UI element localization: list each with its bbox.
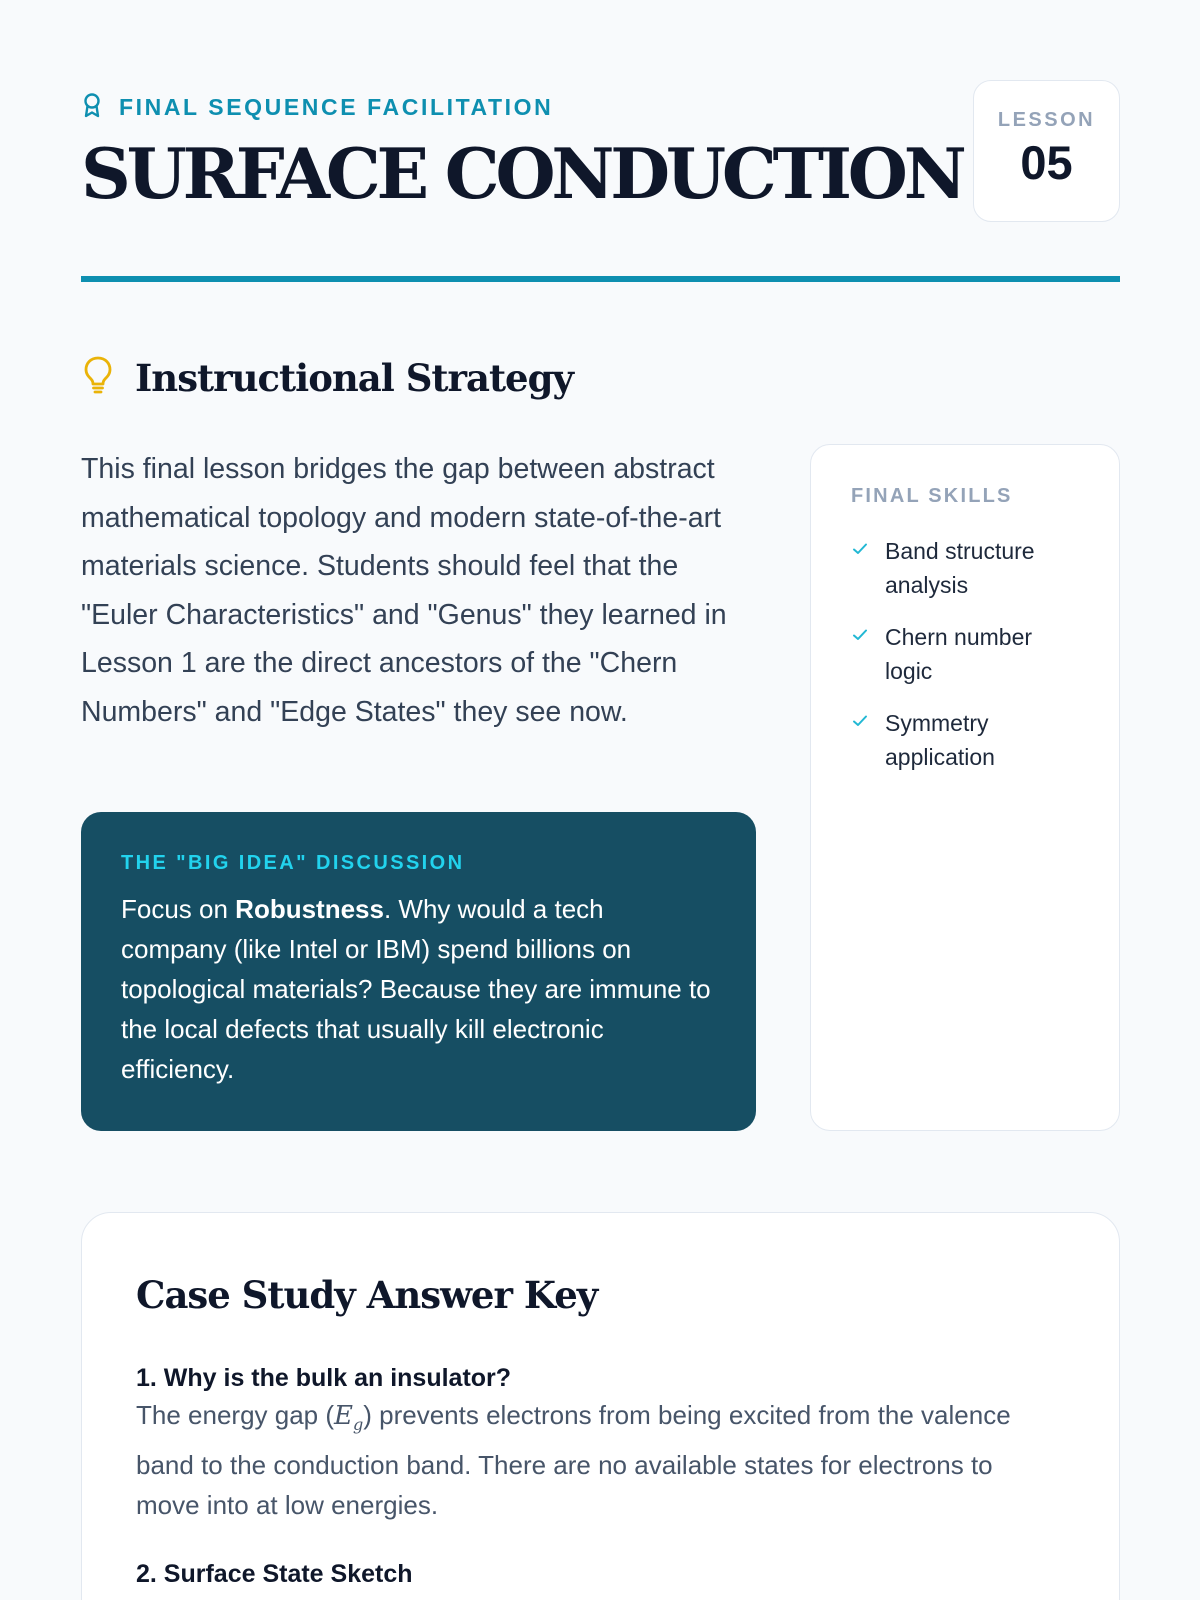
list-item	[851, 706, 1079, 774]
list-item	[851, 534, 1079, 602]
lightbulb-icon	[81, 355, 115, 400]
lesson-header	[81, 80, 1120, 280]
strategy-title: Instructional Strategy	[135, 355, 573, 400]
skill-list	[851, 534, 1079, 774]
case-study-title: Case Study Answer Key	[136, 1273, 598, 1317]
big-idea-label: THE "BIG IDEA" DISCUSSION	[121, 852, 465, 874]
big-idea-body	[121, 889, 716, 1089]
question-answer	[136, 1395, 1036, 1525]
big-idea-emphasis: Robustness	[235, 894, 384, 924]
big-idea-intro: Focus on	[121, 894, 236, 924]
answer-text-start: The energy gap (	[136, 1400, 335, 1430]
award-icon	[81, 92, 103, 123]
big-idea-rest: . Why would a tech company (like Intel or IBM) spend billions on topological materials? Because they are immune to the local defects that usually kill electronic efficiency.	[121, 894, 711, 1084]
question-title: 1. Why is the bulk an insulator?	[136, 1364, 512, 1392]
skill-label: Chern number logic	[885, 624, 1033, 684]
check-icon	[851, 534, 869, 563]
question-item	[136, 1557, 1065, 1591]
eyebrow	[81, 92, 553, 123]
check-icon	[851, 620, 869, 649]
eyebrow-text: FINAL SEQUENCE FACILITATION	[119, 94, 554, 120]
check-icon	[851, 706, 869, 735]
lesson-number: 05	[1020, 136, 1073, 189]
page-title: SURFACE CONDUCTION	[81, 134, 963, 215]
question-item	[136, 1361, 1065, 1525]
case-study-card	[81, 1212, 1120, 1600]
lesson-badge	[973, 80, 1120, 222]
header-divider	[81, 276, 1120, 282]
final-skills-label: FINAL SKILLS	[851, 485, 1013, 507]
skill-label: Symmetry application	[885, 710, 995, 770]
strategy-heading	[81, 355, 573, 400]
page	[81, 0, 1120, 1600]
big-idea-callout	[81, 812, 756, 1131]
final-skills-card	[810, 444, 1120, 1131]
list-item	[851, 620, 1079, 688]
strategy-body: This final lesson bridges the gap between abstract mathematical topology and modern state-of-the-art materials science. Students should feel that the "Euler Characteristics" and "Genus" they learned in Lesson 1 are the direct ancestors of the "Chern Numbers" and "Edge States" they see now.	[81, 453, 727, 728]
answer-text-end: ) prevents electrons from being excited from the valence band to the conduction band. There are no available states for electrons to move into at low energies.	[136, 1400, 1011, 1521]
math-symbol: E	[334, 1401, 353, 1431]
energy-gap-symbol	[334, 1401, 364, 1435]
skill-label: Band structure analysis	[885, 538, 1035, 598]
question-title: 2. Surface State Sketch	[136, 1560, 413, 1589]
lesson-label: LESSON	[997, 109, 1096, 131]
math-subscript: g	[353, 1415, 364, 1435]
